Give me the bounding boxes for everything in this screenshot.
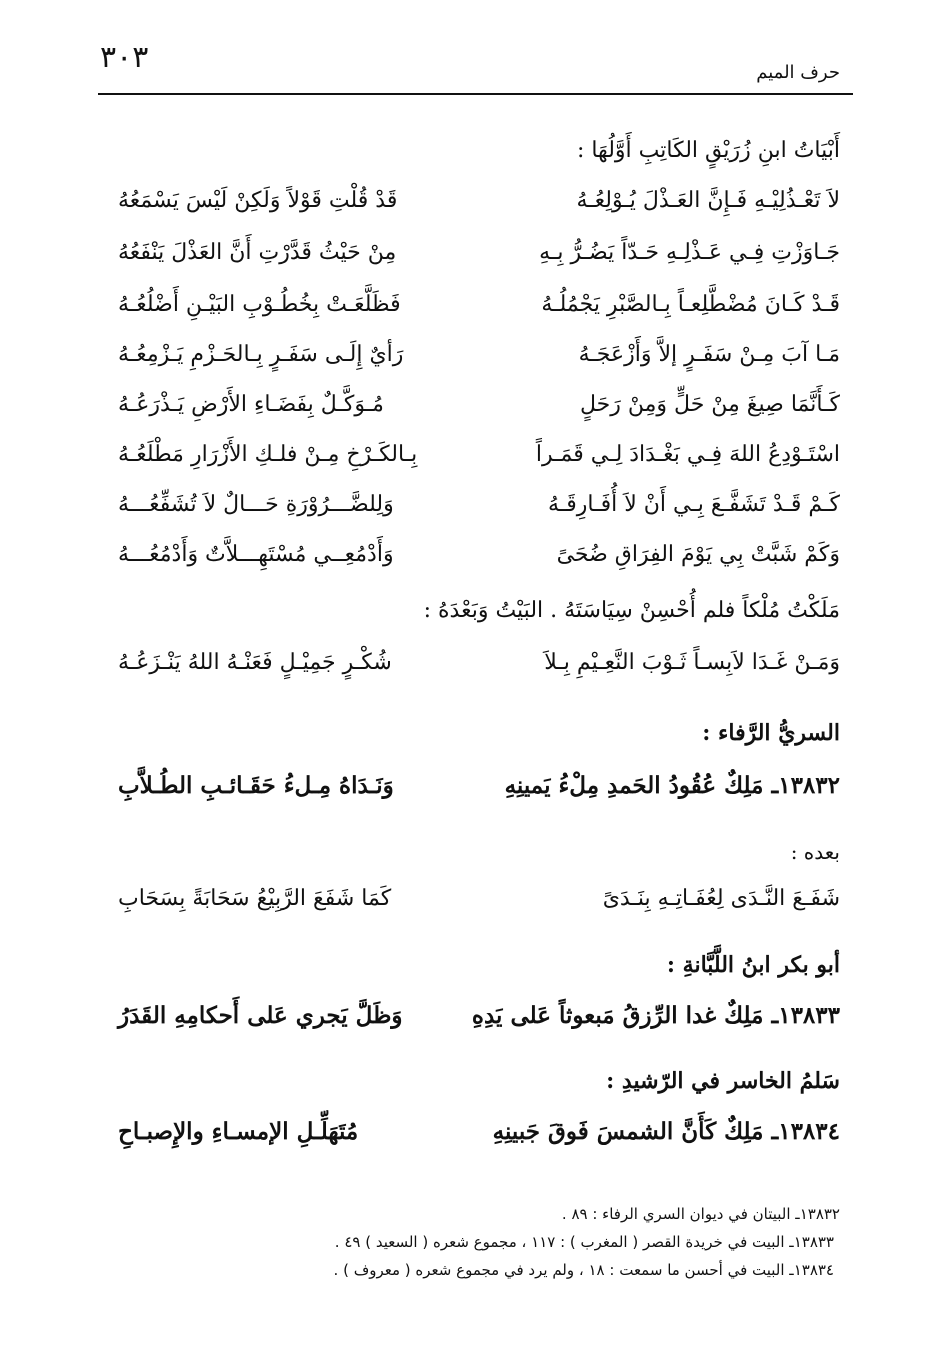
- bridge-line: مَلَكْتُ مُلْكاً فلم أُحْسِنْ سِيَاسَتَهُ . البَيْتُ وَبَعْدَهُ :: [423, 598, 840, 623]
- footnotes: [120, 1205, 840, 1289]
- verse-first-hemistich: لاَ تَعْـذُلِيْـهِ فَـإِنَّ العَـذْلَ يُـوْلِعُـهُ: [576, 188, 840, 213]
- verse-first-hemistich: وَمَـنْ غَـدَا لاَبِسـاً ثَـوْبَ النَّعِـيْمِ بِـلاَ: [544, 650, 840, 675]
- verse-first-hemistich: مَـا آبَ مِـنْ سَفَـرٍ إلاَّ وَأَزْعَجَـهُ: [578, 342, 840, 367]
- verse-second-hemistich: وَلِلضَّـــرُوْرَةِ حَـــالٌ لاَ تُشَفِّعُـــهُ: [118, 492, 394, 517]
- verse-second-hemistich: كَمَا شَفَعَ الرَّبِيْعُ سَحَابَةً بِسَحَابِ: [118, 886, 392, 911]
- intro-line: أَبْيَاتُ ابنِ زُرَيْقٍ الكَاتِبِ أَوَّلُهَا :: [576, 138, 840, 163]
- verse-second-hemistich: قَدْ قُلْتِ قَوْلاً وَلَكِنْ لَيْسَ يَسْمَعُهُ: [118, 188, 398, 213]
- numbered-verse-first: ١٣٨٣٤ـ مَلِكٌ كَأَنَّ الشمسَ فَوقَ جَبينِهِ: [492, 1118, 840, 1145]
- verse-first-hemistich: كَـأَنَّمَا صِيغَ مِنْ حَلٍّ وَمِنْ رَحَلٍ: [580, 392, 840, 417]
- numbered-verse-second: وَنَـدَاهُ مِـلءُ حَقَـائـبِ الطُـلاَّبِ: [118, 772, 394, 799]
- verse-first-hemistich: شَفَـعَ النَّـدَى لِعُفَـاتِـهِ بِنَـدَىً: [602, 886, 840, 911]
- header-rule: [98, 93, 853, 95]
- footnote: ١٣٨٣٣ـ البيت في خريدة القصر ( المغرب ) : ١١٧ ، مجموع شعره ( السعيد ) ٤٩ .: [334, 1233, 834, 1251]
- numbered-verse-first: ١٣٨٣٣ـ مَلِكٌ غدا الرِّزقُ مَبعوثاً عَلى يَدِهِ: [471, 1002, 840, 1029]
- verse-first-hemistich: اسْتَـوْدِعُ اللهَ فِـي بَغْـدَادَ لِـي قَمَـراً: [535, 442, 840, 467]
- verse-first-hemistich: قَـدْ كَـانَ مُضْطَّلِعـاً بِـالصَّبْرِ يَجْمُلُـهُ: [541, 292, 840, 317]
- verse-first-hemistich: جَـاوَزْتِ فِـي عَـذْلِـهِ حَـدّاً يَضُـرُّ بِـهِ: [539, 240, 840, 265]
- verse-second-hemistich: رَأيٌ إِلَـى سَفَـرٍ بِـالحَـزْمِ يَـزْمِعُـهُ: [118, 342, 404, 367]
- verse-second-hemistich: مِنْ حَيْثُ قَدَّرْتِ أَنَّ العَذْلَ يَنْفَعُهُ: [118, 240, 397, 265]
- numbered-verse-second: وَظَلَّ يَجري عَلى أَحكامِهِ القَدَرُ: [118, 1002, 403, 1029]
- page-number: ٣٠٣: [100, 40, 149, 75]
- verse-second-hemistich: بِـالكَـرْخِ مِـنْ فلـكِ الأَزْرَارِ مَطْلَعُـهُ: [118, 442, 418, 467]
- poet-heading: سَلمُ الخاسر في الرّشيدِ :: [606, 1068, 840, 1094]
- verse-second-hemistich: فَظَلَّعَـتْ بِخُطُـوْبِ البَيْـنِ أَضْلُعُـهُ: [118, 292, 401, 317]
- poet-heading: السريُّ الرَّفاء :: [702, 720, 840, 746]
- footnote: ١٣٨٣٤ـ البيت في أحسن ما سمعت : ١٨ ، ولم يرد في مجموع شعره ( معروف ) .: [333, 1261, 834, 1279]
- verse-second-hemistich: مُـوَكَّـلٌ بِفَضَـاءِ الأَرْضِ يَـذْرَعُـهُ: [118, 392, 384, 417]
- numbered-verse-second: مُتَهَلِّـلِ الإمسـاءِ والإِصبـاحِ: [118, 1118, 359, 1145]
- after-label: بعده :: [790, 840, 840, 864]
- footnote: ١٣٨٣٢ـ البيتان في ديوان السري الرفاء : ٨٩ .: [561, 1205, 840, 1223]
- verse-first-hemistich: كَـمْ قَـدْ تَشَفَّـعَ بِـي أَنْ لاَ أُفَـارِقَـهُ: [548, 492, 840, 517]
- verse-second-hemistich: وَأَدْمُعِــي مُسْتَهِـــلاَّتٌ وَأَدْمُعُـــهُ: [118, 542, 394, 567]
- verse-first-hemistich: وَكَمْ شَبَّتْ بِي يَوْمَ الفِرَاقِ ضُحَىً: [556, 542, 840, 567]
- running-head: حرف الميم: [756, 62, 840, 83]
- poet-heading: أبو بكر ابنُ اللَّبَّانةِ :: [666, 952, 840, 978]
- verse-second-hemistich: شُكْـرٍ جَمِيْـلٍ فَعَنْـهُ اللهُ يَنْـزَعُـهُ: [118, 650, 392, 675]
- numbered-verse-first: ١٣٨٣٢ـ مَلِكٌ عُقُودُ الحَمدِ مِلْءُ يَمينِهِ: [504, 772, 840, 799]
